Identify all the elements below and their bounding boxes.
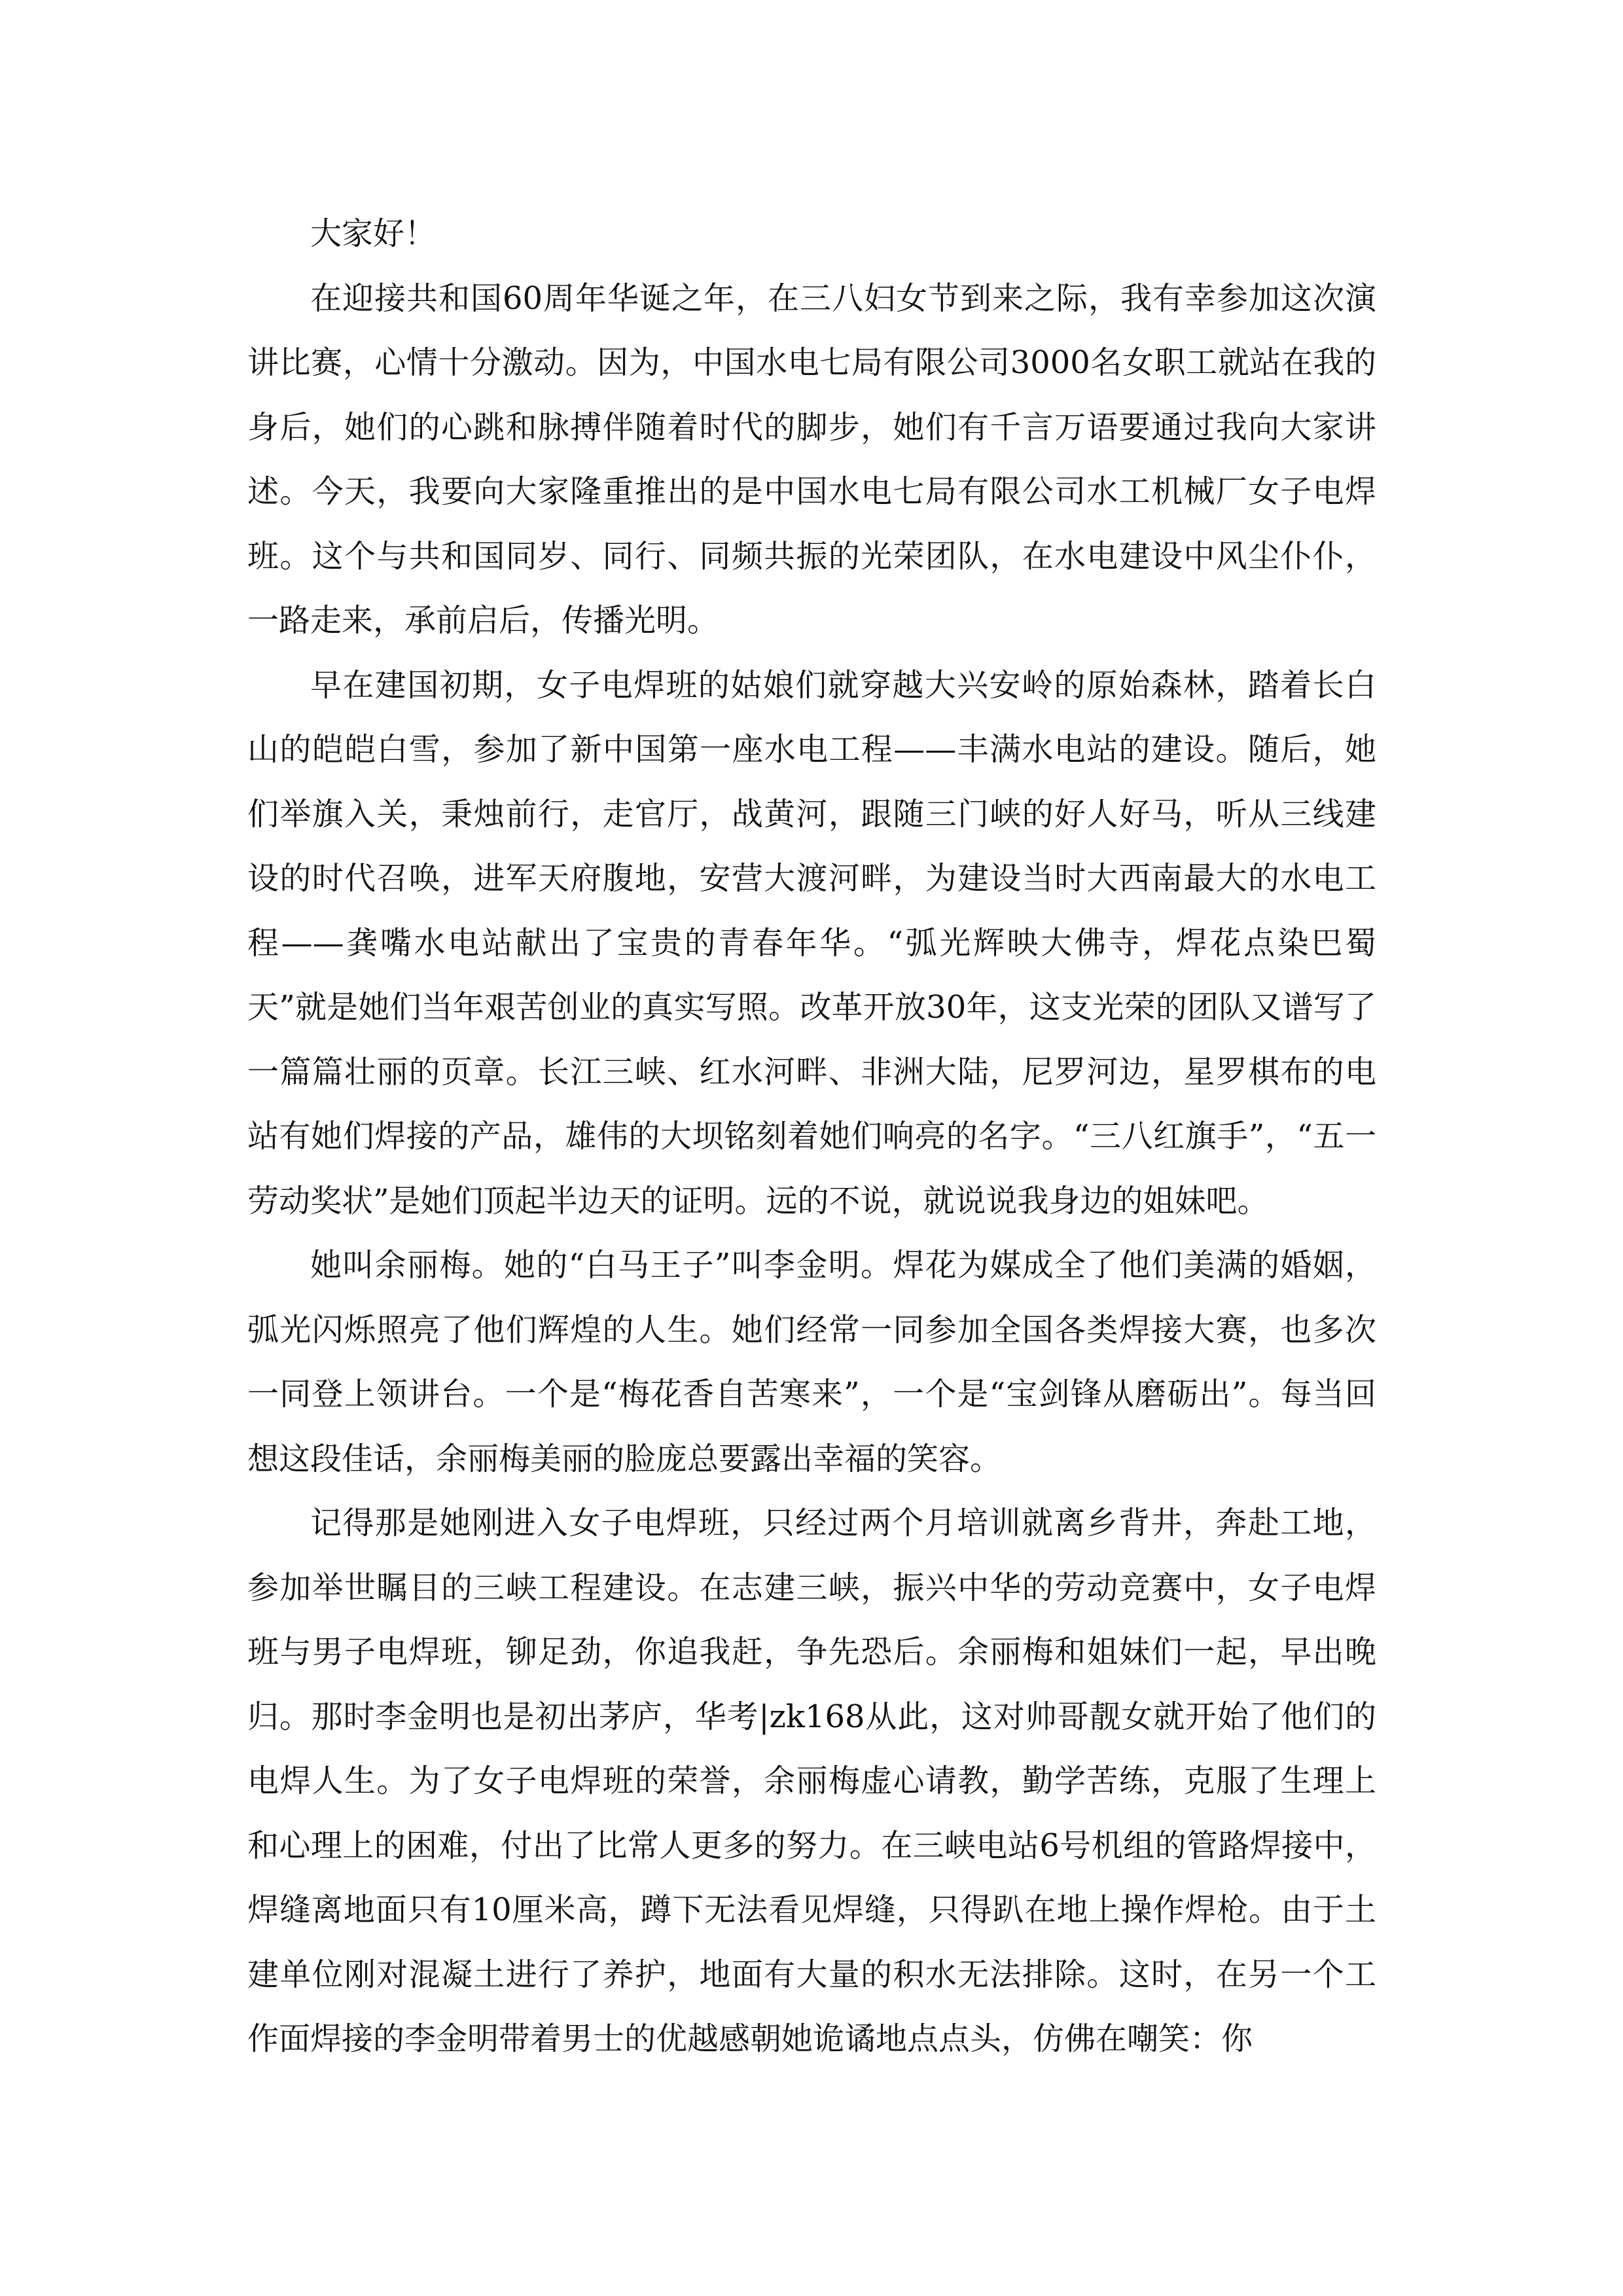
greeting-paragraph: 大家好！ (310, 215, 437, 252)
document-body (247, 202, 1376, 2072)
yu-limei-paragraph: 她叫余丽梅。她的“白马王子”叫李金明。焊花为媒成全了他们美满的婚姻，弧光闪烁照亮了他们辉煌的人生。她们经常一同参加全国各类焊接大赛，也多次一同登上领讲台。一个是“梅花香自苦寒来”，一个是“宝剑锋从磨砺出”。每当回想这段佳话，余丽梅美丽的脸庞总要露出幸福的笑容。 (247, 1247, 1376, 1477)
history-paragraph: 早在建国初期，女子电焊班的姑娘们就穿越大兴安岭的原始森林，踏着长白山的皑皑白雪，参加了新中国第一座水电工程——丰满水电站的建设。随后，她们举旗入关，秉烛前行，走官厅，战黄河，跟随三门峡的好人好马，听从三线建设的时代召唤，进军天府腹地，安营大渡河畔，为建设当时大西南最大的水电工程——龚嘴水电站献出了宝贵的青春年华。“弧光辉映大佛寺，焊花点染巴蜀天”就是她们当年艰苦创业的真实写照。改革开放30年，这支光荣的团队又谱写了一篇篇壮丽的页章。长江三峡、红水河畔、非洲大陆，尼罗河边，星罗棋布的电站有她们焊接的产品，雄伟的大坝铭刻着她们响亮的名字。“三八红旗手”，“五一劳动奖状”是她们顶起半边天的证明。远的不说，就说说我身边的姐妹吧。 (247, 666, 1376, 1219)
memory-paragraph: 记得那是她刚进入女子电焊班，只经过两个月培训就离乡背井，奔赴工地，参加举世瞩目的三峡工程建设。在志建三峡，振兴中华的劳动竞赛中，女子电焊班与男子电焊班，铆足劲，你追我赶，争先恐后。余丽梅和姐妹们一起，早出晚归。那时李金明也是初出茅庐，华考|zk168从此，这对帅哥靓女就开始了他们的电焊人生。为了女子电焊班的荣誉，余丽梅虚心请教，勤学苦练，克服了生理上和心理上的困难，付出了比常人更多的努力。在三峡电站6号机组的管路焊接中，焊缝离地面只有10厘米高，蹲下无法看见焊缝，只得趴在地上操作焊枪。由于土建单位刚对混凝土进行了养护，地面有大量的积水无法排除。这时，在另一个工作面焊接的李金明带着男士的优越感朝她诡谲地点点头，仿佛在嘲笑：你 (247, 1505, 1376, 2057)
intro-paragraph: 在迎接共和国60周年华诞之年，在三八妇女节到来之际，我有幸参加这次演讲比赛，心情十分激动。因为，中国水电七局有限公司3000名女职工就站在我的身后，她们的心跳和脉搏伴随着时代的脚步，她们有千言万语要通过我向大家讲述。今天，我要向大家隆重推出的是中国水电七局有限公司水工机械厂女子电焊班。这个与共和国同岁、同行、同频共振的光荣团队，在水电建设中风尘仆仆，一路走来，承前启后，传播光明。 (247, 279, 1376, 639)
